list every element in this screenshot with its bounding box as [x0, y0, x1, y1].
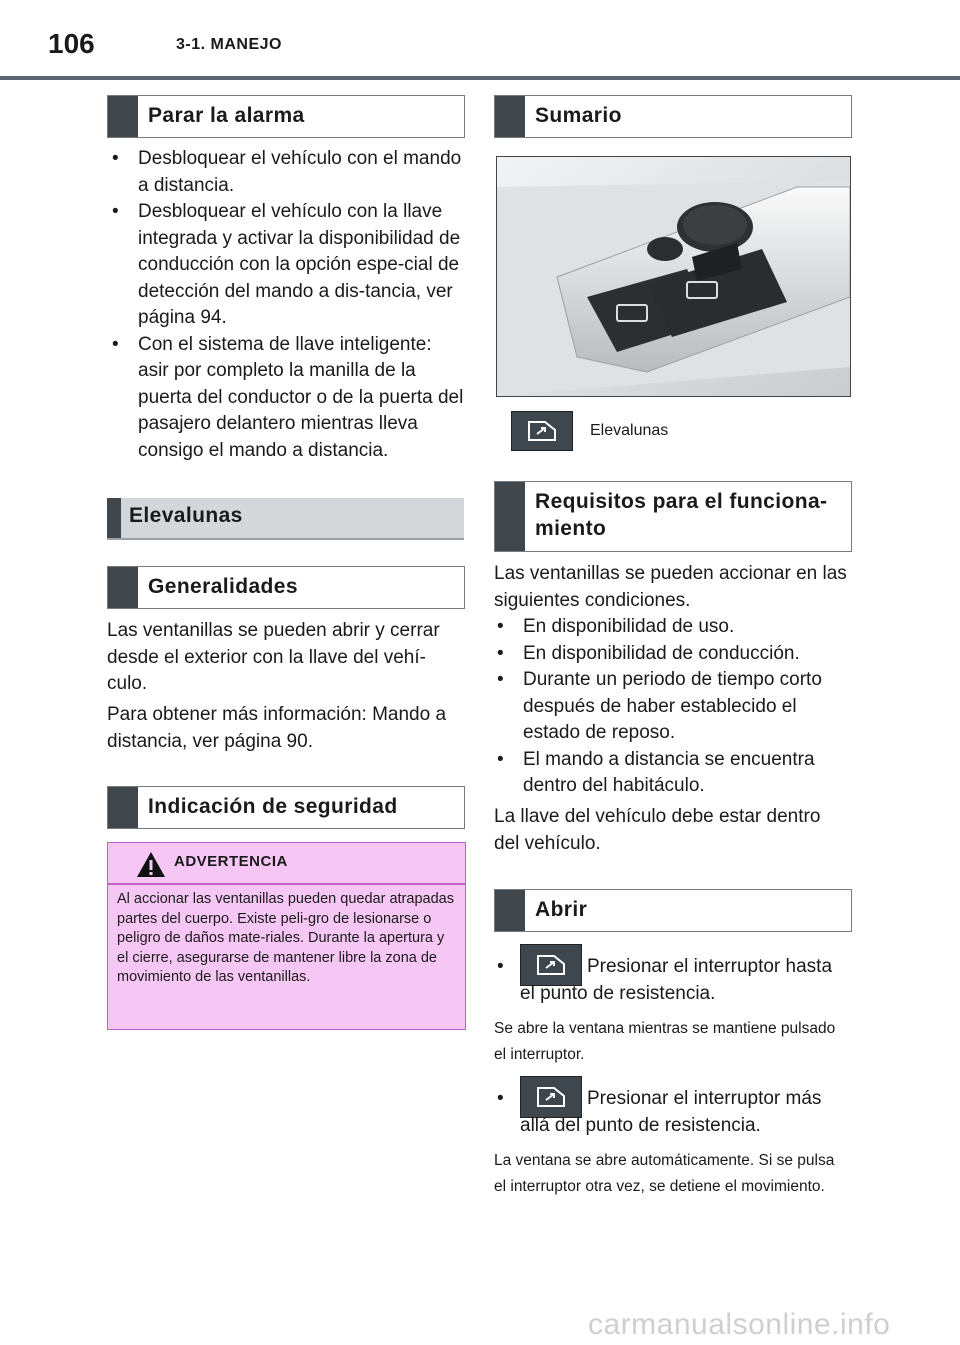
- bullet-dot: •: [497, 1088, 504, 1109]
- para-requisitos: Las ventanillas se pueden accionar en las siguientes condiciones.: [494, 563, 847, 611]
- list-item: • En disponibilidad de conducción.: [497, 641, 852, 668]
- abrir-step-2: Presionar el interruptor más allá del punto de resistencia.: [520, 1088, 822, 1136]
- list-item: • El mando a distancia se encuentra dentro del habitáculo.: [497, 747, 852, 800]
- abrir-step-1-note: Se abre la ventana mientras se mantiene pulsado el interruptor.: [494, 1020, 836, 1063]
- warning-header: [108, 843, 465, 883]
- chapter-title: 3-1. MANEJO: [176, 36, 282, 53]
- list-item: • Durante un periodo de tiempo corto después de haber establecido el estado de reposo.: [497, 667, 852, 747]
- bullet-dot: •: [497, 956, 504, 977]
- warning-triangle-icon: [136, 851, 166, 878]
- heading-requisitos: Requisitos para el funciona-miento: [494, 481, 852, 552]
- page-number: 106: [48, 28, 95, 59]
- header-rule: [0, 76, 960, 80]
- abrir-step-1: Presionar el interruptor hasta el punto de resistencia.: [520, 956, 833, 1004]
- list-item: • Con el sistema de llave inteligente: asir por completo la manilla de la puerta del conductor o de la puerta del pasajero delantero mientras lleva consigo el mando a distancia.: [112, 332, 464, 465]
- window-switch-icon: [511, 411, 573, 451]
- warning-box: [107, 842, 466, 1030]
- heading-abrir: Abrir: [494, 889, 852, 932]
- warning-body: Al accionar las ventanillas pueden quedar atrapadas partes del cuerpo. Existe peli-gro de lesionarse o peligro de daños mate-riales. Durante la apertura y el cierre, asegurarse de mantener libre la zona de movimiento de las ventanillas.: [117, 891, 454, 985]
- para-llave: La llave del vehículo debe estar dentro del vehículo.: [494, 806, 821, 854]
- requisitos-list: [497, 614, 852, 800]
- parar-alarma-list: [112, 146, 464, 464]
- list-item: • Desbloquear el vehículo con el mando a distancia.: [112, 146, 464, 199]
- heading-indicacion-seguridad: Indicación de seguridad: [107, 786, 465, 829]
- list-item: • Desbloquear el vehículo con la llave integrada y activar la disponibilidad de conducción con la opción espe-cial de detección del mando a dis-tancia, ver página 94.: [112, 199, 464, 332]
- warning-title: ADVERTENCIA: [174, 853, 288, 870]
- section-elevalunas: Elevalunas: [107, 498, 464, 540]
- warning-divider: [108, 883, 465, 885]
- heading-sumario: Sumario: [494, 95, 852, 138]
- abrir-step-2-note: La ventana se abre automáticamente. Si se pulsa el interruptor otra vez, se detiene el movimiento.: [494, 1152, 835, 1195]
- list-item: • En disponibilidad de uso.: [497, 614, 852, 641]
- para-generalidades-1: Las ventanillas se pueden abrir y cerrar desde el exterior con la llave del vehí-culo.: [107, 620, 440, 694]
- legend-label: Elevalunas: [590, 422, 669, 439]
- heading-generalidades: Generalidades: [107, 566, 465, 609]
- para-generalidades-2: Para obtener más información: Mando a distancia, ver página 90.: [107, 704, 447, 752]
- switch-panel-photo: [496, 156, 851, 397]
- watermark: carmanualsonline.info: [588, 1308, 891, 1341]
- heading-parar-alarma: Parar la alarma: [107, 95, 465, 138]
